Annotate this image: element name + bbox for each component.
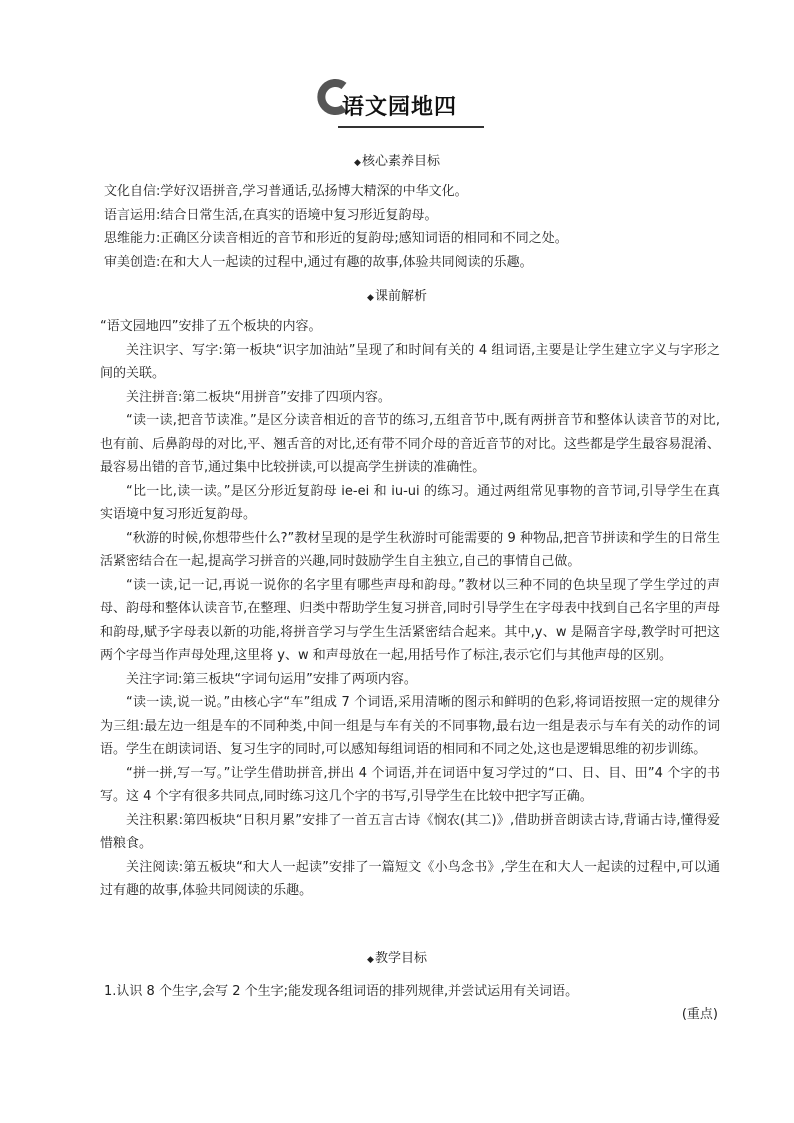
diamond-bullet-icon: ◆ bbox=[367, 955, 374, 965]
core-goals-list bbox=[104, 180, 716, 274]
analysis-paragraph: 关注阅读:第五板块“和大人一起读”安排了一篇短文《小鸟念书》,学生在和大人一起读的过程中,可以通过有趣的故事,体验共同阅读的乐趣。 bbox=[100, 859, 720, 898]
core-goal-item: 思维能力:正确区分读音相近的音节和形近的复韵母;感知词语的相同和不同之处。 bbox=[104, 231, 568, 246]
analysis-body bbox=[100, 315, 720, 903]
chapter-header bbox=[310, 74, 490, 134]
section-title-text: 课前解析 bbox=[374, 289, 427, 304]
page-title: 语文园地四 bbox=[342, 95, 458, 120]
analysis-paragraph: “读一读,把音节读准。”是区分读音相近的音节的练习,五组音节中,既有两拼音节和整体认读音节的对比,也有前、后鼻韵母的对比,平、翘舌音的对比,还有带不同介母的音近音节的对比。这些都是学生最容易混淆、最容易出错的音节,通过集中比较拼读,可以提高学生拼读的准确性。 bbox=[100, 413, 720, 475]
analysis-paragraph: “拼一拼,写一写。”让学生借助拼音,拼出 4 个词语,并在词语中复习学过的“口、日、目、田”4 个字的书写。这 4 个字有很多共同点,同时练习这几个字的书写,引导学生在比较中把字写正确。 bbox=[100, 765, 720, 804]
teaching-goals-list bbox=[104, 980, 716, 1004]
analysis-paragraph: “比一比,读一读。”是区分形近复韵母 ie-ei 和 iu-ui 的练习。通过两组常见事物的音节词,引导学生在真实语境中复习形近复韵母。 bbox=[100, 483, 720, 522]
analysis-paragraph: “语文园地四”安排了五个板块的内容。 bbox=[100, 319, 322, 334]
title-underline bbox=[338, 126, 484, 128]
analysis-paragraph: “读一读,说一说。”由核心字“车”组成 7 个词语,采用清晰的图示和鲜明的色彩,将词语按照一定的规律分为三组:最左边一组是车的不同种类,中间一组是与车有关的不同事物,最右边一组是表示与车有关的动作的词语。学生在朗读词语、复习生字的同时,可以感知每组词语的相同和不同之处,这也是逻辑思维的初步训练。 bbox=[100, 695, 720, 757]
core-goal-item: 文化自信:学好汉语拼音,学习普通话,弘扬博大精深的中华文化。 bbox=[104, 184, 468, 199]
section-title-teaching-goals bbox=[0, 947, 794, 966]
analysis-paragraph: “秋游的时候,你想带些什么?”教材呈现的是学生秋游时可能需要的 9 种物品,把音节拼读和学生的日常生活紧密结合在一起,提高学习拼音的兴趣,同时鼓励学生自主独立,自己的事情自己做。 bbox=[100, 530, 720, 569]
analysis-paragraph: 关注字词:第三板块“字词句运用”安排了两项内容。 bbox=[126, 671, 417, 687]
analysis-paragraph: “读一读,记一记,再说一说你的名字里有哪些声母和韵母。”教材以三种不同的色块呈现了学生学过的声母、韵母和整体认读音节,在整理、归类中帮助学生复习拼音,同时引导学生在字母表中找到自己名字里的声母和韵母,赋予字母表以新的功能,将拼音学习与学生生活紧密结合起来。其中,y、w 是隔音字母,教学时可把这两个字母当作声母处理,这里将 y、w 和声母放在一起,用括号作了标注,表示它们与其他声母的区别。 bbox=[100, 577, 720, 663]
section-title-text: 教学目标 bbox=[374, 951, 427, 966]
core-goal-item: 审美创造:在和大人一起读的过程中,通过有趣的故事,体验共同阅读的乐趣。 bbox=[104, 254, 533, 270]
section-title-analysis bbox=[0, 285, 794, 304]
analysis-paragraph: 关注识字、写字:第一板块“识字加油站”呈现了和时间有关的 4 组词语,主要是让学生建立字义与字形之间的关联。 bbox=[100, 342, 720, 381]
analysis-paragraph: 关注拼音:第二板块“用拼音”安排了四项内容。 bbox=[126, 389, 391, 405]
section-title-text: 核心素养目标 bbox=[361, 154, 440, 169]
section-title-core-goals bbox=[0, 150, 794, 169]
diamond-bullet-icon: ◆ bbox=[367, 293, 374, 303]
diamond-bullet-icon: ◆ bbox=[354, 158, 361, 168]
teaching-goal-item: 1.认识 8 个生字,会写 2 个生字;能发现各组词语的排列规律,并尝试运用有关词语。 bbox=[104, 984, 579, 999]
key-point-note: (重点) bbox=[681, 1007, 718, 1022]
core-goal-item: 语言运用:结合日常生活,在真实的语境中复习形近复韵母。 bbox=[104, 207, 438, 223]
analysis-paragraph: 关注积累:第四板块“日积月累”安排了一首五言古诗《悯农(其二)》,借助拼音朗读古诗,背诵古诗,懂得爱惜粮食。 bbox=[100, 812, 720, 851]
